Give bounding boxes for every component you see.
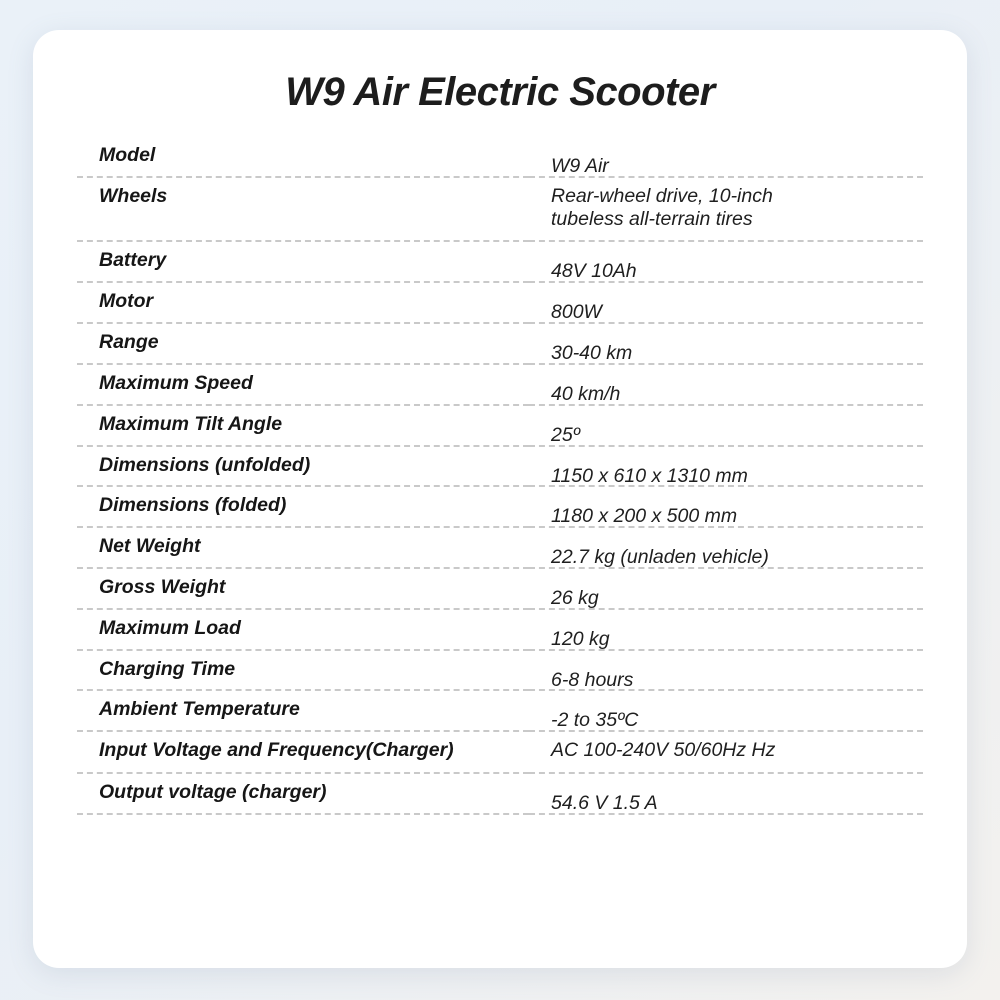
spec-label-line: Wheels: [99, 184, 168, 207]
spec-label-line: Maximum Speed: [99, 371, 253, 394]
spec-value: [529, 486, 923, 527]
spec-value-line: 1150 x 610 x 1310 mm: [551, 464, 748, 487]
specifications-table: [77, 137, 923, 815]
spec-value-line: 800W: [551, 301, 602, 324]
table-row: [77, 241, 923, 282]
spec-label-line: Charging Time: [99, 657, 236, 680]
spec-value: [529, 690, 923, 731]
spec-label-line: Battery: [99, 249, 167, 272]
spec-label: [77, 527, 529, 568]
spec-value: [529, 609, 923, 650]
table-row: [77, 282, 923, 323]
spec-value-line: Rear-wheel drive, 10-inch: [551, 184, 773, 207]
spec-label: [77, 405, 529, 446]
spec-label: [77, 364, 529, 405]
spec-label: [77, 446, 529, 487]
spec-value-text: [551, 546, 923, 569]
spec-label-line: Dimensions (unfolded): [99, 453, 311, 476]
table-row: [77, 323, 923, 364]
specifications-table-body: [77, 137, 923, 814]
spec-label-line: Motor: [99, 290, 154, 313]
spec-value-text: [551, 260, 923, 283]
spec-value-text: [551, 465, 923, 488]
spec-label: [77, 609, 529, 650]
spec-value: [529, 241, 923, 282]
spec-label: [77, 486, 529, 527]
spec-card: [33, 30, 967, 968]
spec-value: [529, 731, 923, 773]
spec-value-line: -2 to 35ºC: [551, 709, 639, 732]
spec-value-line: 26 kg: [551, 586, 599, 609]
spec-value-line: 120 kg: [551, 627, 610, 650]
spec-value-line: 25º: [551, 423, 580, 446]
spec-value-line: 1180 x 200 x 500 mm: [551, 505, 738, 528]
spec-value-text: [551, 301, 923, 324]
spec-value-text: [551, 424, 923, 447]
table-row: [77, 731, 923, 773]
spec-value-text: [551, 505, 923, 528]
spec-label: [77, 177, 529, 242]
spec-value: [529, 446, 923, 487]
spec-value-line: AC 100-240V 50/60Hz Hz: [551, 739, 776, 762]
spec-value: [529, 527, 923, 568]
spec-value-text: [551, 587, 923, 610]
spec-value: [529, 773, 923, 814]
spec-value-text: [551, 739, 923, 762]
table-row: [77, 568, 923, 609]
spec-value-line: tubeless all-terrain tires: [551, 207, 753, 230]
spec-label: [77, 690, 529, 731]
spec-value: [529, 405, 923, 446]
spec-value-line: 30-40 km: [551, 342, 633, 365]
page-title: W9 Air Electric Scooter: [285, 70, 715, 114]
spec-value-line: 22.7 kg (unladen vehicle): [551, 546, 769, 569]
table-row: [77, 486, 923, 527]
spec-label: [77, 731, 529, 773]
spec-value-text: [551, 155, 923, 178]
spec-label: [77, 568, 529, 609]
table-row: [77, 609, 923, 650]
spec-label: [77, 241, 529, 282]
spec-value-text: [551, 185, 923, 231]
spec-value-text: [551, 669, 923, 692]
spec-value-text: [551, 383, 923, 406]
spec-label-line: Output voltage (charger): [99, 781, 327, 803]
spec-label: [77, 137, 529, 177]
spec-value: [529, 323, 923, 364]
table-row: [77, 177, 923, 242]
spec-value: [529, 364, 923, 405]
spec-label-line: Maximum Load: [99, 616, 241, 639]
spec-value: [529, 568, 923, 609]
spec-value: [529, 650, 923, 691]
table-row: [77, 650, 923, 691]
spec-label-line: Dimensions (folded): [99, 494, 287, 517]
spec-label-line: Net Weight: [99, 535, 201, 558]
spec-label-line: Maximum Tilt Angle: [99, 412, 283, 435]
table-row: [77, 690, 923, 731]
spec-value-text: [551, 628, 923, 651]
table-row: [77, 773, 923, 814]
spec-value: [529, 177, 923, 242]
spec-label-line: Range: [99, 331, 159, 354]
table-row: [77, 446, 923, 487]
spec-value-text: [551, 709, 923, 732]
spec-value-line: 40 km/h: [551, 382, 621, 405]
spec-label-line: Gross Weight: [99, 575, 226, 598]
spec-value: [529, 137, 923, 177]
spec-label: [77, 773, 529, 814]
spec-label: [77, 323, 529, 364]
spec-label-line: (Charger): [365, 739, 454, 762]
spec-value-text: [551, 792, 923, 815]
table-row: [77, 364, 923, 405]
spec-value: [529, 282, 923, 323]
spec-label-line: Input Voltage and Frequency: [99, 739, 366, 762]
spec-label: [77, 650, 529, 691]
spec-value-line: 48V 10Ah: [551, 260, 637, 283]
table-row: [77, 527, 923, 568]
spec-value-line: 6-8 hours: [551, 668, 634, 691]
spec-label: [77, 282, 529, 323]
spec-value-line: W9 Air: [551, 155, 609, 177]
table-row: [77, 405, 923, 446]
spec-label-line: Ambient Temperature: [99, 698, 300, 721]
spec-value-text: [551, 342, 923, 365]
table-row: [77, 137, 923, 177]
spec-label-line: Model: [99, 144, 156, 166]
spec-value-line: 54.6 V 1.5 A: [551, 792, 658, 814]
